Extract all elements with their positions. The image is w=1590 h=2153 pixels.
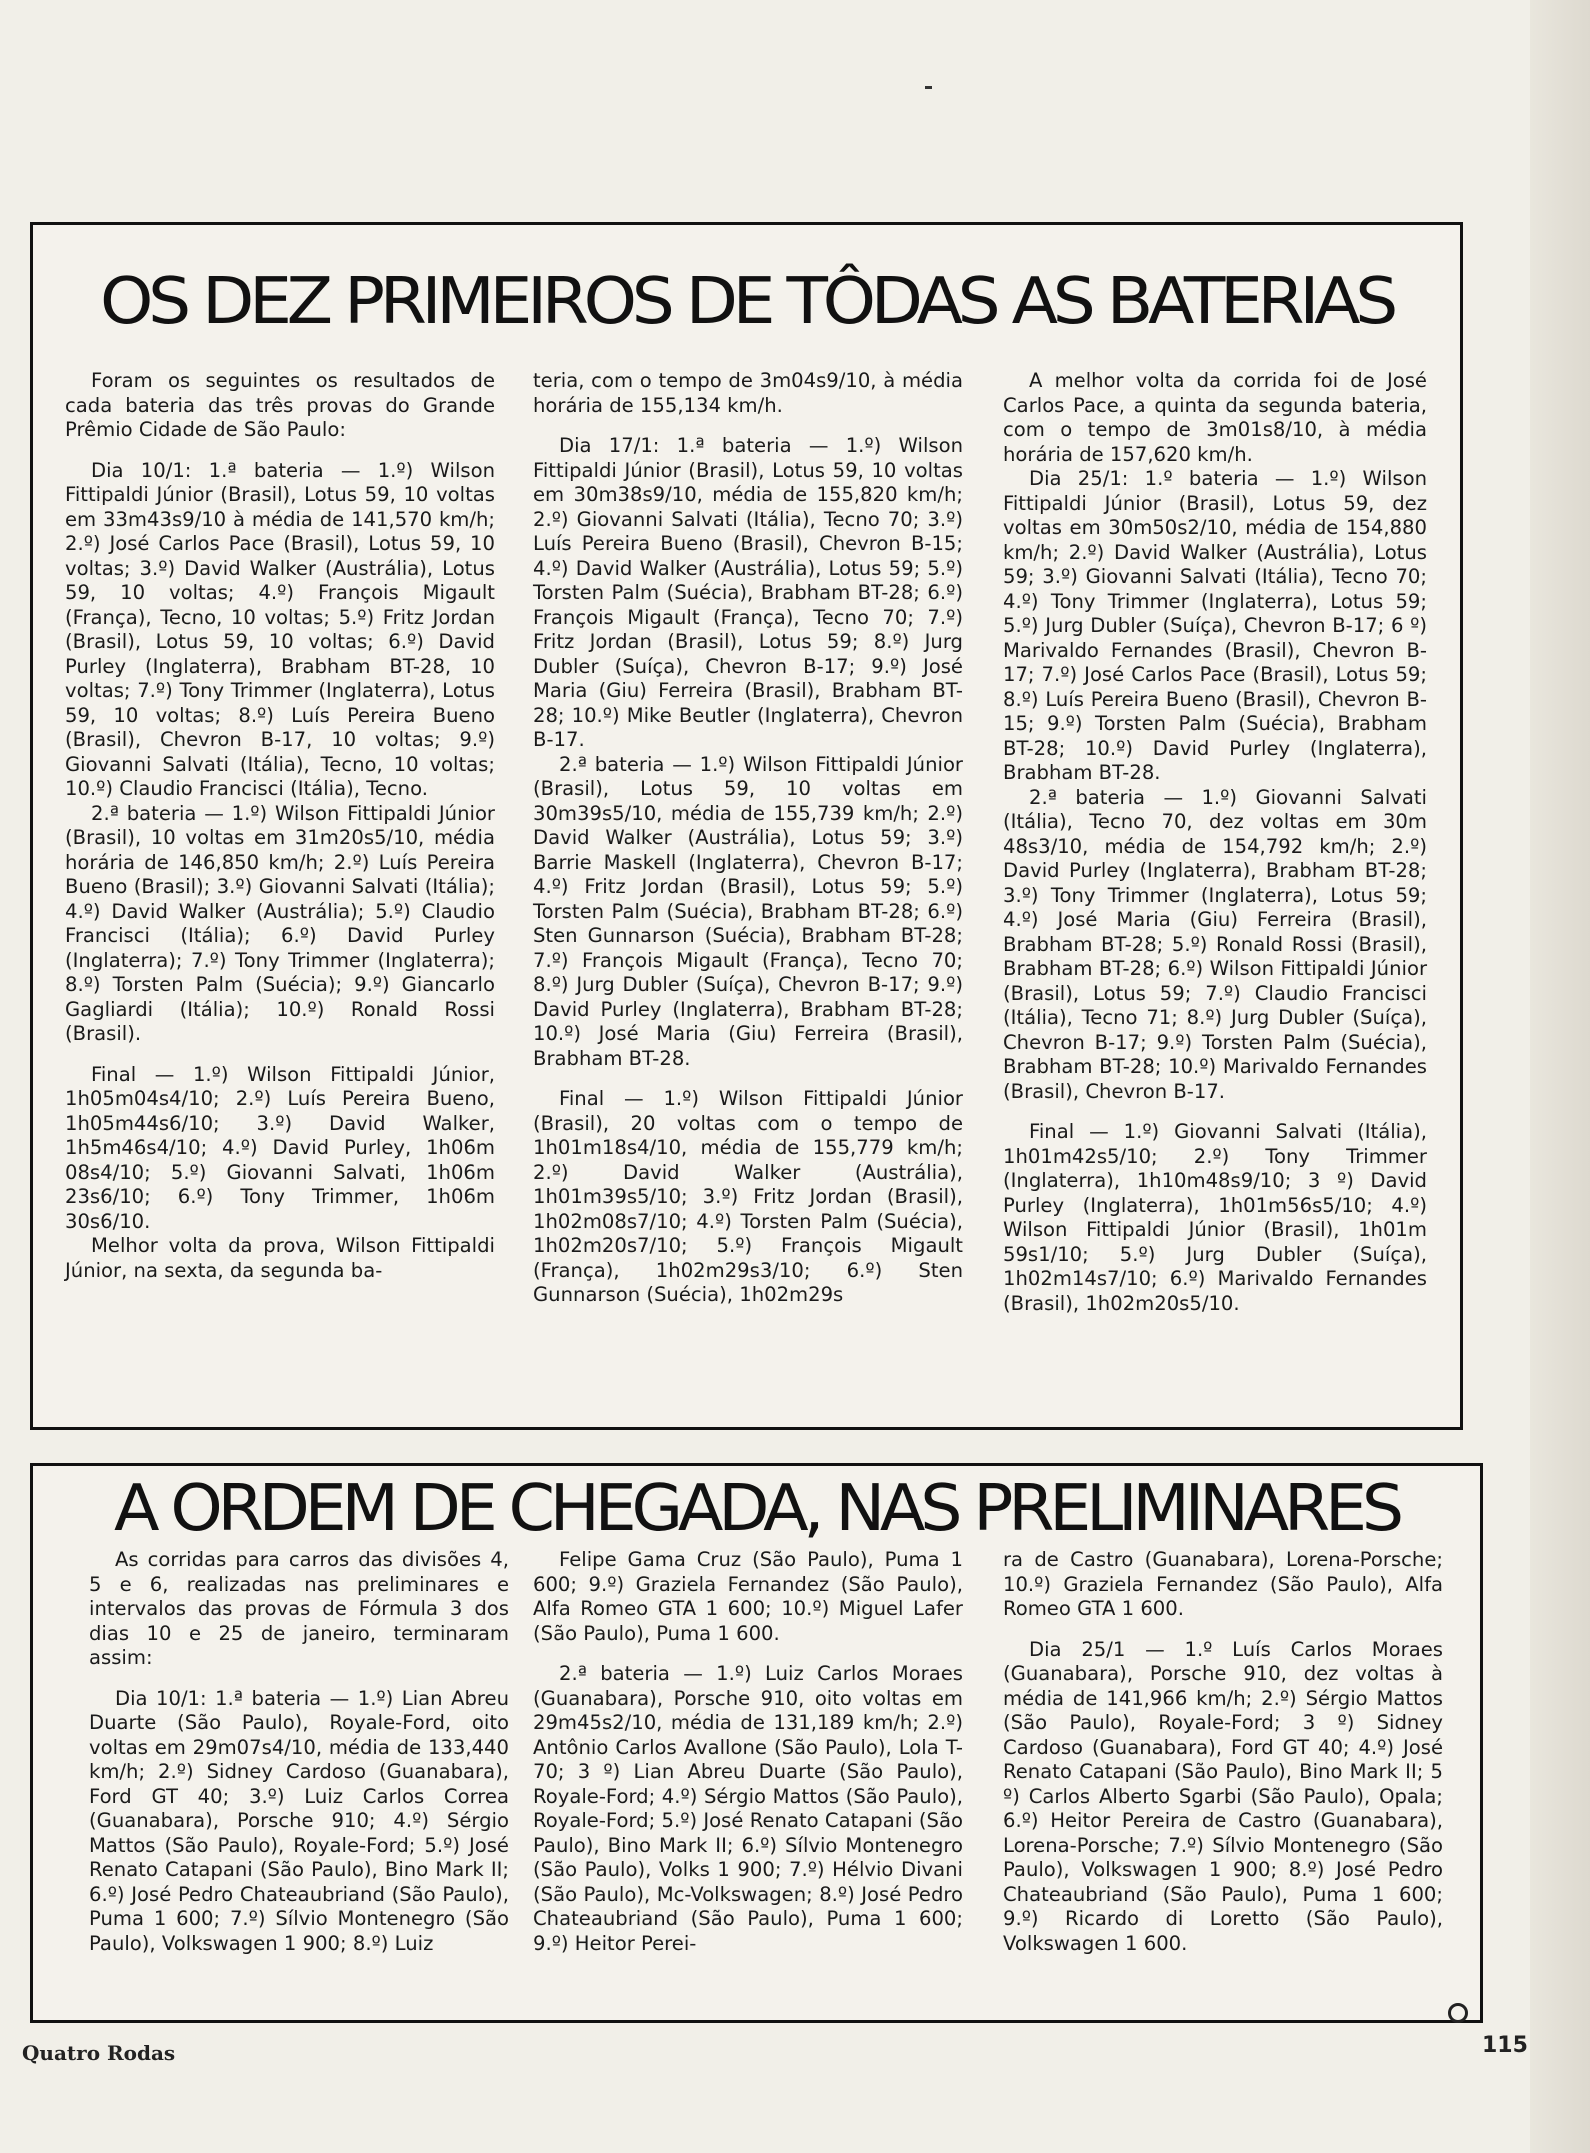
headline-preliminaries: A ORDEM DE CHEGADA, NAS PRELIMINARES bbox=[114, 1472, 1399, 1546]
paragraph: Final — 1.º) Wilson Fittipaldi Júnior, 1h05m04s4/10; 2.º) Luís Pereira Bueno, 1h05m44s6/10; 3.º) David Walker, 1h5m46s4/10; 4.º) David Purley, 1h06m 08s4/10; 5.º) Giovanni Salvati, 1h06m 23s6/10; 6.º) Tony Trimmer, 1h06m 30s6/10. bbox=[65, 1062, 495, 1233]
paragraph: As corridas para carros das divisões 4, 5 e 6, realizadas nas preliminares e intervalos das provas de Fórmula 3 dos dias 10 e 25 de janeiro, terminaram assim: bbox=[89, 1548, 509, 1669]
circle-mark bbox=[1448, 2003, 1468, 2023]
paragraph: Dia 17/1: 1.ª bateria — 1.º) Wilson Fittipaldi Júnior (Brasil), Lotus 59, 10 voltas em 30m38s9/10, média de 155,820 km/h; 2.º) Giovanni Salvati (Itália), Tecno 70; 3.º) Luís Pereira Bueno (Brasil), Chevron B-15; 4.º) David Walker (Austrália), Lotus 59; 5.º) Torsten Palm (Suécia), Brabham BT-28; 6.º) François Migault (França), Tecno 70; 7.º) Fritz Jordan (Brasil), Lotus 59; 8.º) Jurg Dubler (Suíça), Chevron B-17; 9.º) José Maria (Giu) Ferreira (Brasil), Brabham BT-28; 10.º) Mike Beutler (Inglaterra), Chevron B-17. bbox=[533, 434, 963, 751]
headline-heats: OS DEZ PRIMEIROS DE TÔDAS AS BATERIAS bbox=[100, 265, 1393, 339]
paragraph: Dia 25/1 — 1.º Luís Carlos Moraes (Guanabara), Porsche 910, dez voltas à média de 141,966 km/h; 2.º) Sérgio Mattos (São Paulo), Royale-Ford; 3 º) Sidney Cardoso (Guanabara), Ford GT 40; 4.º) José Renato Catapani (São Paulo), Bino Mark II; 5 º) Carlos Alberto Sgarbi (São Paulo), Opala; 6.º) Heitor Pereira de Castro (Guanabara), Lorena-Porsche; 7.º) Sílvio Montenegro (São Paulo), Volkswagen 1 900; 8.º) José Pedro Chateaubriand (São Paulo), Puma 1 600; 9.º) Ricardo di Loretto (São Paulo), Volkswagen 1 600. bbox=[1003, 1637, 1443, 1955]
paragraph: Dia 25/1: 1.º bateria — 1.º) Wilson Fittipaldi Júnior (Brasil), Lotus 59, dez voltas em 30m50s2/10, média de 154,880 km/h; 2.º) David Walker (Austrália), Lotus 59; 3.º) Giovanni Salvati (Itália), Tecno 70; 4.º) Tony Trimmer (Inglaterra), Lotus 59; 5.º) Jurg Dubler (Suíça), Chevron B-17; 6 º) Marivaldo Fernandes (Brasil), Chevron B-17; 7.º) José Carlos Pace (Brasil), Lotus 59; 8.º) Luís Pereira Bueno (Brasil), Chevron B-15; 9.º) Torsten Palm (Suécia), Brabham BT-28; 10.º) David Purley (Inglaterra), Brabham BT-28. bbox=[1003, 467, 1427, 784]
paragraph: Dia 10/1: 1.ª bateria — 1.º) Wilson Fittipaldi Júnior (Brasil), Lotus 59, 10 voltas em 33m43s9/10 à média de 141,570 km/h; 2.º) José Carlos Pace (Brasil), Lotus 59, 10 voltas; 3.º) David Walker (Austrália), Lotus 59, 10 voltas; 4.º) François Migault (França), Tecno, 10 voltas; 5.º) Fritz Jordan (Brasil), Lotus 59, 10 voltas; 6.º) David Purley (Inglaterra), Brabham BT-28, 10 voltas; 7.º) Tony Trimmer (Inglaterra), Lotus 59, 10 voltas; 8.º) Luís Pereira Bueno (Brasil), Chevron B-17, 10 voltas; 9.º) Giovanni Salvati (Itália), Tecno, 10 voltas; 10.º) Claudio Francisci (Itália), Tecno. bbox=[65, 458, 495, 800]
results-box-preliminaries bbox=[30, 1463, 1483, 2023]
page-edge-shadow bbox=[1530, 0, 1590, 2153]
column-3 bbox=[1003, 369, 1427, 1316]
column-1 bbox=[89, 1548, 509, 1956]
paragraph: ra de Castro (Guanabara), Lorena-Porsche; 10.º) Graziela Fernandez (São Paulo), Alfa Romeo GTA 1 600. bbox=[1003, 1548, 1443, 1620]
paragraph: Final — 1.º) Giovanni Salvati (Itália), 1h01m42s5/10; 2.º) Tony Trimmer (Inglaterra), 1h10m48s9/10; 3 º) David Purley (Inglaterra), 1h01m56s5/10; 4.º) Wilson Fittipaldi Júnior (Brasil), 1h01m 59s1/10; 5.º) Jurg Dubler (Suíça), 1h02m14s7/10; 6.º) Marivaldo Fernandes (Brasil), 1h02m20s5/10. bbox=[1003, 1120, 1427, 1315]
publication-name: Quatro Rodas bbox=[22, 2041, 176, 2065]
paragraph: 2.ª bateria — 1.º) Wilson Fittipaldi Júnior (Brasil), 10 voltas em 31m20s5/10, média horária de 146,850 km/h; 2.º) Luís Pereira Bueno (Brasil); 3.º) Giovanni Salvati (Itália); 4.º) David Walker (Austrália); 5.º) Claudio Francisci (Itália); 6.º) David Purley (Inglaterra); 7.º) Tony Trimmer (Inglaterra); 8.º) Torsten Palm (Suécia); 9.º) Giancarlo Gagliardi (Itália); 10.º) Ronald Rossi (Brasil). bbox=[65, 801, 495, 1045]
paragraph: 2.ª bateria — 1.º) Giovanni Salvati (Itália), Tecno 70, dez voltas em 30m 48s3/10, média de 154,792 km/h; 2.º) David Purley (Inglaterra), Brabham BT-28; 3.º) Tony Trimmer (Inglaterra), Lotus 59; 4.º) José Maria (Giu) Ferreira (Brasil), Brabham BT-28; 5.º) Ronald Rossi (Brasil), Brabham BT-28; 6.º) Wilson Fittipaldi Júnior (Brasil), Lotus 59; 7.º) Claudio Francisci (Itália), Tecno 71; 8.º) Jurg Dubler (Suíça), Chevron B-17; 9.º) Torsten Palm (Suécia), Brabham BT-28; 10.º) Marivaldo Fernandes (Brasil), Chevron B-17. bbox=[1003, 785, 1427, 1103]
paragraph: Felipe Gama Cruz (São Paulo), Puma 1 600; 9.º) Graziela Fernandez (São Paulo), Alfa Romeo GTA 1 600; 10.º) Miguel Lafer (São Paulo), Puma 1 600. bbox=[533, 1548, 963, 1645]
paragraph: Final — 1.º) Wilson Fittipaldi Júnior (Brasil), 20 voltas com o tempo de 1h01m18s4/10, média de 155,779 km/h; 2.º) David Walker (Austrália), 1h01m39s5/10; 3.º) Fritz Jordan (Brasil), 1h02m08s7/10; 4.º) Torsten Palm (Suécia), 1h02m20s7/10; 5.º) François Migault (França), 1h02m29s3/10; 6.º) Sten Gunnarson (Suécia), 1h02m29s bbox=[533, 1087, 963, 1306]
paragraph: Foram os seguintes os resultados de cada bateria das três provas do Grande Prêmio Cidade de São Paulo: bbox=[65, 369, 495, 441]
paragraph: Melhor volta da prova, Wilson Fittipaldi Júnior, na sexta, da segunda ba- bbox=[65, 1234, 495, 1282]
paragraph: 2.ª bateria — 1.º) Wilson Fittipaldi Júnior (Brasil), Lotus 59, 10 voltas em 30m39s5/10, média de 155,739 km/h; 2.º) David Walker (Austrália), Lotus 59; 3.º) Barrie Maskell (Inglaterra), Chevron B-17; 4.º) Fritz Jordan (Brasil), Lotus 59; 5.º) Torsten Palm (Suécia), Brabham BT-28; 6.º) Sten Gunnarson (Suécia), Brabham BT-28; 7.º) François Migault (França), Tecno 70; 8.º) Jurg Dubler (Suíça), Chevron B-17; 9.º) David Purley (Inglaterra), Brabham BT-28; 10.º) José Maria (Giu) Ferreira (Brasil), Brabham BT-28. bbox=[533, 752, 963, 1070]
column-2 bbox=[533, 369, 963, 1308]
paragraph: Dia 10/1: 1.ª bateria — 1.º) Lian Abreu Duarte (São Paulo), Royale-Ford, oito voltas em 29m07s4/10, média de 133,440 km/h; 2.º) Sidney Cardoso (Guanabara), Ford GT 40; 3.º) Luiz Carlos Correa (Guanabara), Porsche 910; 4.º) Sérgio Mattos (São Paulo), Royale-Ford; 5.º) José Renato Catapani (São Paulo), Bino Mark II; 6.º) José Pedro Chateaubriand (São Paulo), Puma 1 600; 7.º) Sílvio Montenegro (São Paulo), Volkswagen 1 900; 8.º) Luiz bbox=[89, 1686, 509, 1955]
column-3 bbox=[1003, 1548, 1443, 1956]
paragraph: A melhor volta da corrida foi de José Carlos Pace, a quinta da segunda bateria, com o tempo de 3m01s8/10, à média horária de 157,620 km/h. bbox=[1003, 369, 1427, 466]
column-2 bbox=[533, 1548, 963, 1956]
paragraph: teria, com o tempo de 3m04s9/10, à média horária de 155,134 km/h. bbox=[533, 369, 963, 417]
page-number: 115 bbox=[1482, 2033, 1528, 2058]
results-box-heats bbox=[30, 222, 1463, 1430]
paragraph: 2.ª bateria — 1.º) Luiz Carlos Moraes (Guanabara), Porsche 910, oito voltas em 29m45s2/10, média de 131,189 km/h; 2.º) Antônio Carlos Avallone (São Paulo), Lola T-70; 3 º) Lian Abreu Duarte (São Paulo), Royale-Ford; 4.º) Sérgio Mattos (São Paulo), Royale-Ford; 5.º) José Renato Catapani (São Paulo), Bino Mark II; 6.º) Sílvio Montenegro (São Paulo), Volks 1 900; 7.º) Hélvio Divani (São Paulo), Mc-Volkswagen; 8.º) José Pedro Chateaubriand (São Paulo), Puma 1 600; 9.º) Heitor Perei- bbox=[533, 1662, 963, 1955]
print-mark bbox=[925, 86, 932, 89]
column-1 bbox=[65, 369, 495, 1283]
